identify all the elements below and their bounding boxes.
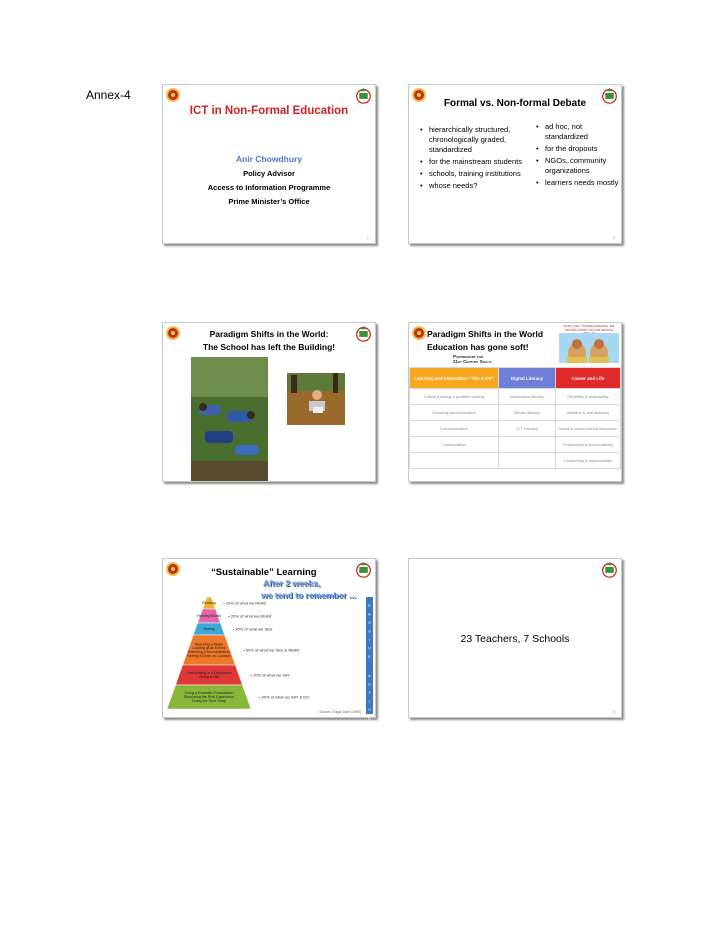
pyramid-level-label: Participating in a Discussion Giving a Talk: [186, 671, 232, 680]
table-cell: Critical thinking & problem solving: [410, 389, 499, 405]
slide-title: Formal vs. Non-formal Debate: [443, 98, 587, 109]
table-cell: Collaboration: [410, 437, 499, 453]
table-cell: Communication: [410, 421, 499, 437]
nonformal-bullet: • NGOs, community organizations: [535, 156, 619, 176]
partnership-logo: Partnership for 21st Century Skills: [453, 354, 492, 364]
title-line-2: Education has gone soft!: [427, 342, 529, 352]
table-cell: [499, 437, 556, 453]
learning-pyramid: [163, 559, 375, 721]
table-cell: Initiative & self-direction: [556, 405, 621, 421]
pyramid-percentage: • 90% of what we SAY & DO: [259, 694, 310, 700]
bangladesh-emblem-icon: [412, 326, 426, 340]
table-row: [410, 437, 621, 453]
title-line-1: Paradigm Shifts in the World:: [209, 329, 329, 339]
pyramid-percentage: • 20% of what we HEAR: [228, 613, 272, 619]
nonformal-column: [535, 122, 619, 190]
table-row: [410, 389, 621, 405]
cavemen-cartoon: [559, 325, 619, 363]
headline-line-1: After 2 weeks,: [263, 578, 321, 588]
page-number: 1: [366, 235, 369, 240]
formal-bullet: • schools, training institutions: [419, 169, 531, 179]
table-cell: [499, 453, 556, 469]
header-learning-innovation: Learning and Innovation: “The 4 C’s”: [410, 368, 499, 389]
table-cell: Leadership & responsibility: [556, 453, 621, 469]
page-number: 6: [612, 709, 615, 714]
slide-2: [408, 84, 622, 244]
table-cell: Media Literacy: [499, 405, 556, 421]
nonformal-bullet: • ad hoc, not standardized: [535, 122, 619, 142]
slide-1: [162, 84, 376, 244]
pyramid-level-label: Seeing: [203, 627, 215, 632]
pyramid-percentage: • 30% of what we SEE: [232, 626, 273, 632]
teachers-schools-text: 23 Teachers, 7 Schools: [460, 633, 570, 645]
slide-4: [408, 322, 622, 482]
table-cell: Creativity and innovation: [410, 405, 499, 421]
pyramid-source: Source: Edgar Dale (1969): [319, 710, 361, 714]
header-career-life: Career and Life: [556, 368, 621, 389]
table-row: [410, 405, 621, 421]
presenter-name: Anir Chowdhury: [235, 154, 303, 164]
header-digital-literacy: Digital Literacy: [499, 368, 556, 389]
skills-table: [409, 367, 621, 469]
headline-line-2: we tend to remember ...: [261, 590, 356, 600]
pyramid-percentage: • 10% of what we READ: [223, 600, 267, 606]
presenter-role: Policy Advisor: [243, 169, 295, 178]
table-cell: Productivity & Accountability: [556, 437, 621, 453]
annex-label: Annex-4: [86, 88, 131, 102]
formal-bullet: • for the mainstream students: [419, 157, 531, 167]
table-header-row: [410, 368, 621, 389]
active-label: A C T I V E: [368, 673, 371, 721]
nonformal-bullet: • for the dropouts: [535, 144, 619, 154]
table-row: [410, 421, 621, 437]
table-row: [410, 453, 621, 469]
slide-3: [162, 322, 376, 482]
nonformal-bullet: • learners needs mostly: [535, 178, 619, 188]
a2i-logo-icon: [355, 87, 372, 104]
page-number: 2: [612, 235, 615, 240]
slide-title: ICT in Non-Formal Education: [189, 105, 349, 117]
pyramid-percentage: • 50% of what we SEE & HEAR: [243, 647, 300, 653]
presenter-programme: Access to Information Programme: [207, 183, 331, 192]
pyramid-level-label: Hearing Words: [197, 614, 221, 619]
formal-bullet: • hierarchically structured, chronologically graded, standardized: [419, 125, 531, 155]
table-cell: [410, 453, 499, 469]
cartoon-illustration: [559, 333, 619, 363]
a2i-logo-icon: [601, 561, 618, 578]
formal-bullet: • whose needs?: [419, 181, 531, 191]
title-line-1: Paradigm Shifts in the World: [427, 329, 544, 339]
cartoon-caption: WOW! THEY INVITED READING, WE SHOULD WORK ON OUR PEOPLE: [563, 324, 615, 332]
table-cell: Social & cross-cultural interaction: [556, 421, 621, 437]
table-cell: Flexibility & adaptability: [556, 389, 621, 405]
pyramid-level-label: Reading: [202, 601, 216, 606]
outdoor-class-photo: [191, 357, 268, 481]
passive-label: P A S S I V E: [368, 603, 371, 659]
formal-column: [419, 125, 531, 193]
slide-title: “Sustainable” Learning: [211, 567, 317, 578]
slide-title: [163, 328, 375, 354]
slide-title: [427, 328, 543, 354]
table-cell: ICT Literacy: [499, 421, 556, 437]
pyramid-level-label: Watching a Movie Looking at an Exhibit Watching a Demonstration Seeing it Done on Location: [187, 642, 231, 659]
slide-5: [162, 558, 376, 721]
pyramid-percentage: • 70% of what we SAY: [250, 672, 291, 678]
presenter-office: Prime Minister’s Office: [228, 197, 310, 206]
title-line-2: The School has left the Building!: [202, 342, 336, 352]
bangladesh-emblem-icon: [166, 88, 180, 102]
slide-6: [408, 558, 622, 718]
student-laptop-photo: [287, 373, 345, 425]
table-cell: Information literacy: [499, 389, 556, 405]
pyramid-level-label: Doing a Dramatic Presentation Simulating the Real Experience Doing the Real Thing: [183, 691, 235, 704]
